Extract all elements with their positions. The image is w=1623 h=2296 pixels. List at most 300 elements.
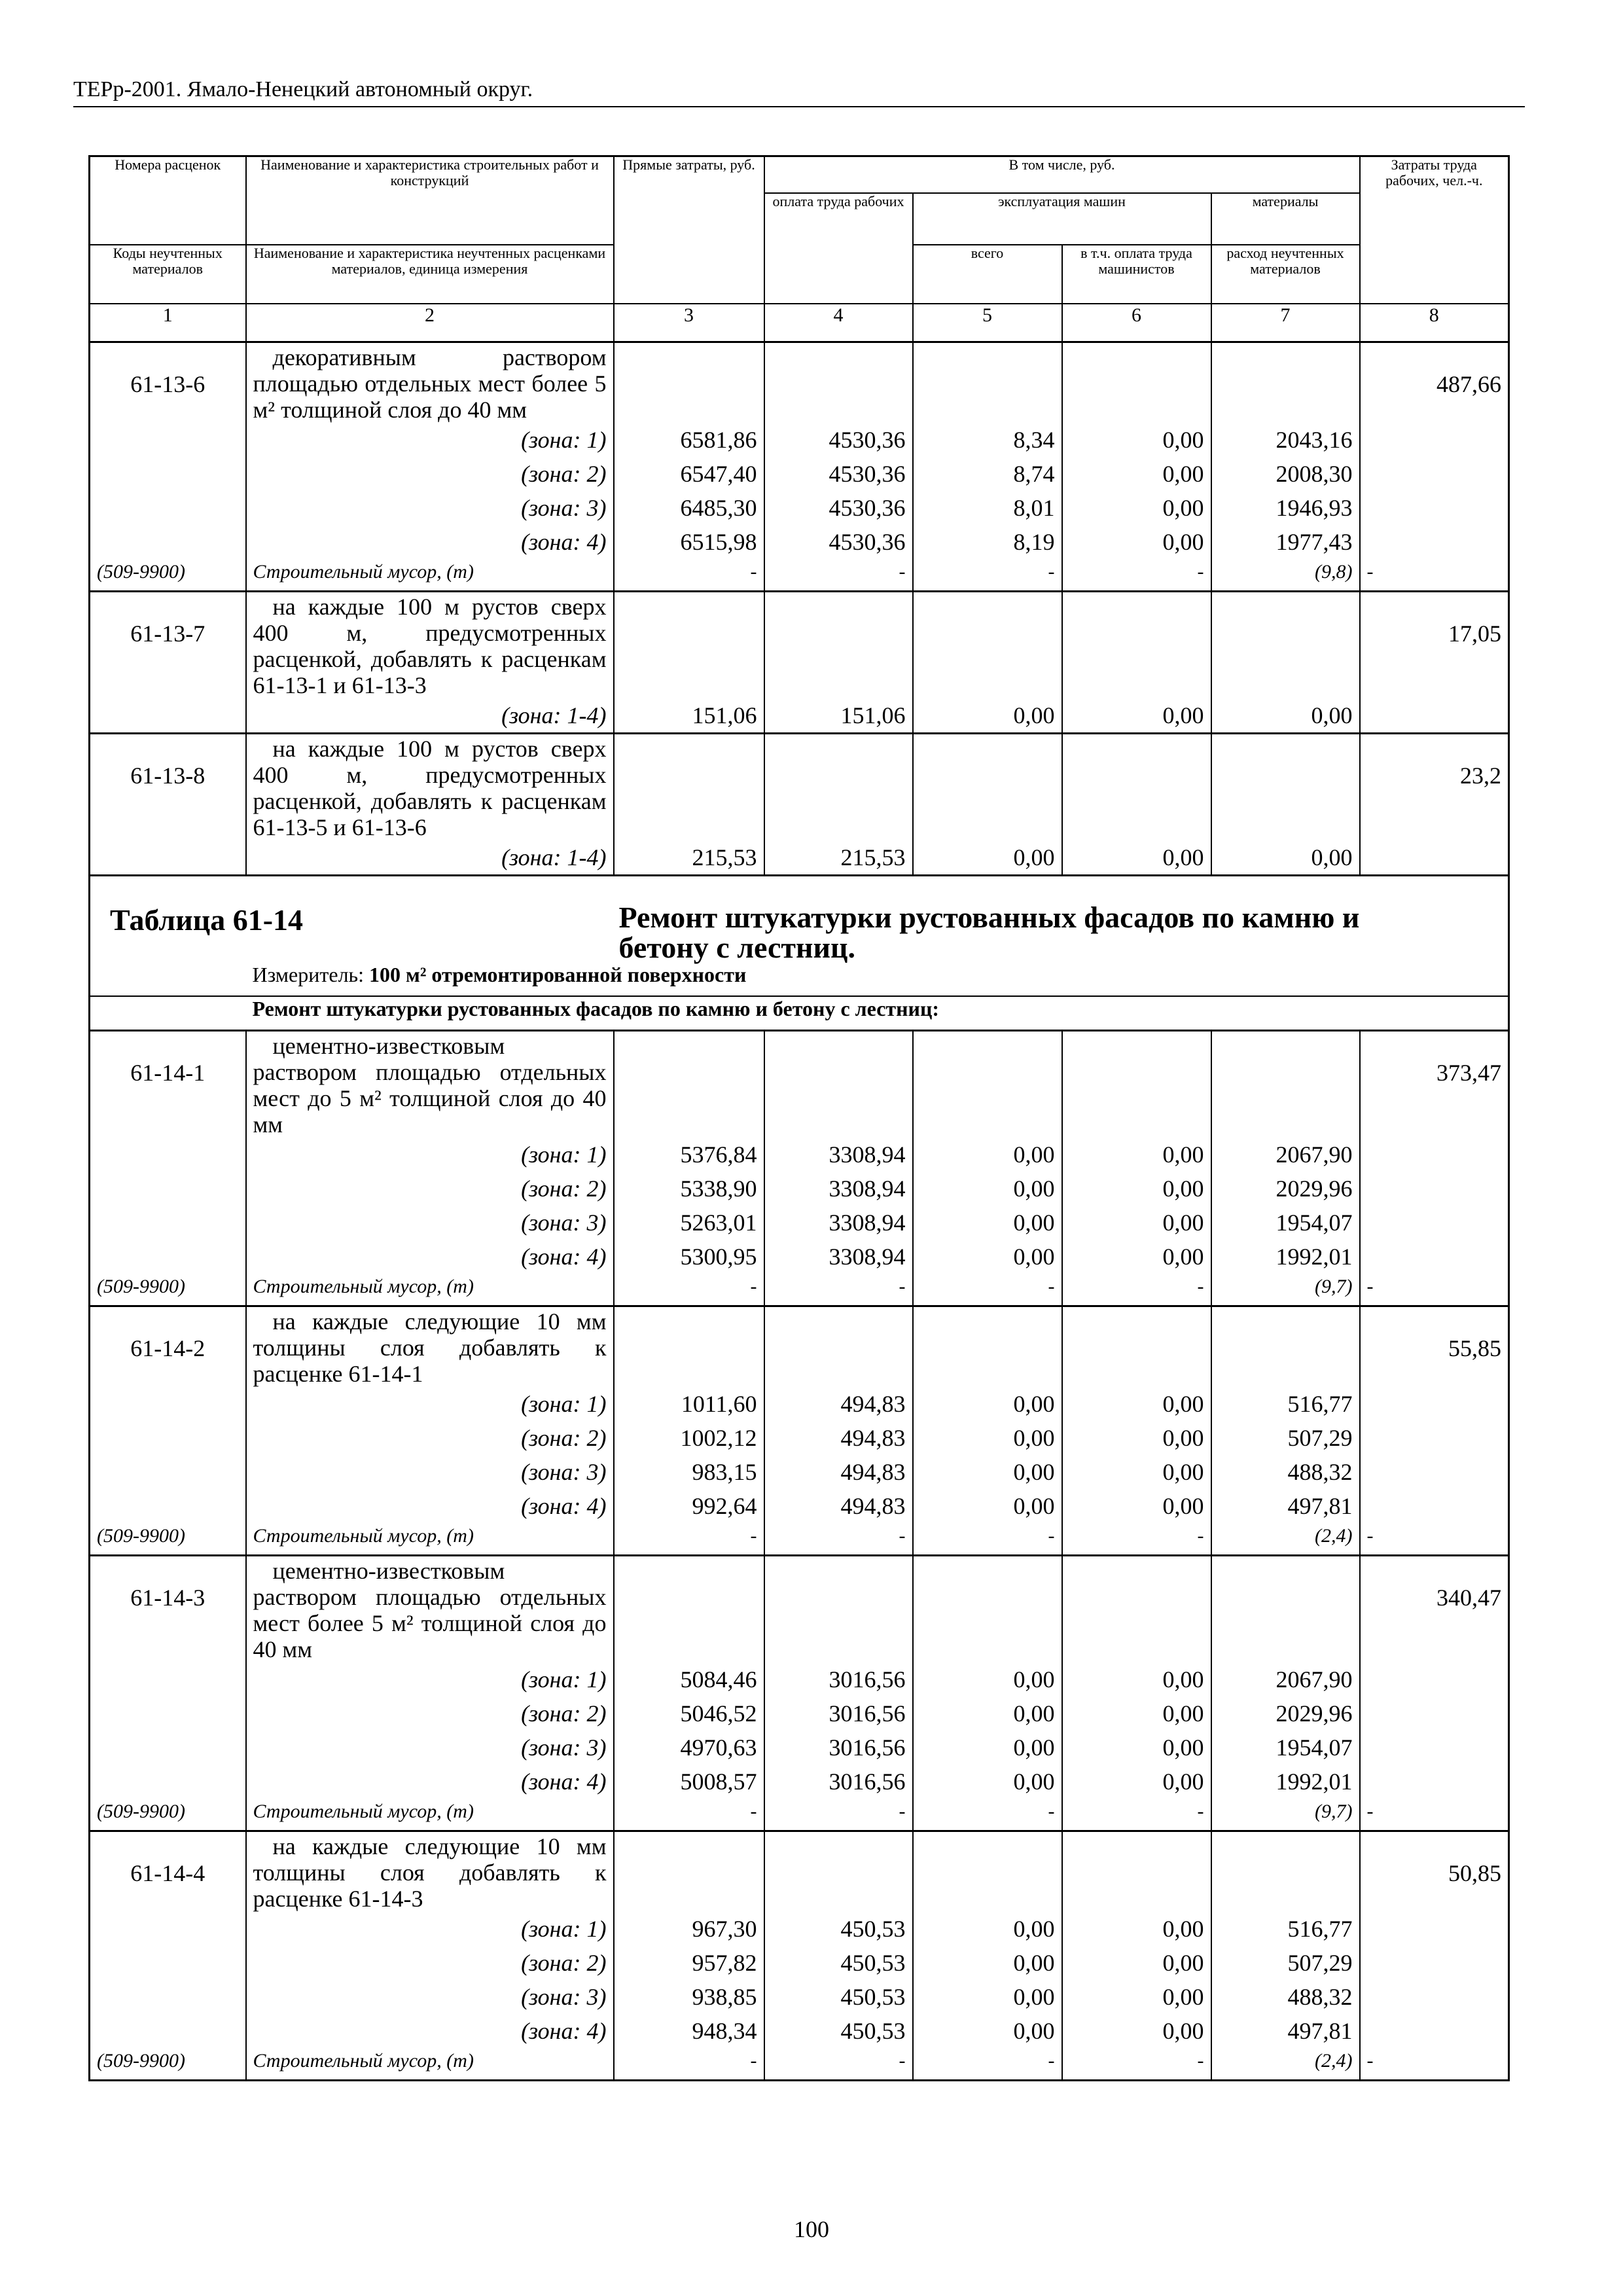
rate-description: цементно-известковым раствором площадью отдельных мест до 5 м² толщиной слоя до 40 мм (246, 1030, 614, 1138)
dash-cell: - (913, 559, 1062, 592)
zone-value: 0,00 (913, 1662, 1062, 1696)
header-machines: эксплуатация машин (913, 193, 1211, 245)
zone-value: 494,83 (764, 1421, 913, 1455)
empty-cell (1211, 1306, 1360, 1387)
zone-value: 0,00 (913, 698, 1062, 734)
header-col2-top: Наименование и характеристика строительных работ и конструкций (246, 156, 614, 245)
zone-row (90, 1172, 1509, 1206)
rate-row (90, 1030, 1509, 1138)
table-label: Таблица 61-14 (90, 875, 614, 963)
zone-value: 938,85 (614, 1980, 764, 2014)
header-col6: в т.ч. оплата труда машинистов (1062, 245, 1211, 304)
zone-value: 0,00 (1062, 1946, 1211, 1980)
zone-value: 151,06 (764, 698, 913, 734)
dash-cell: - (764, 1523, 913, 1556)
unaccounted-material-row (90, 1523, 1509, 1556)
zone-value: 494,83 (764, 1489, 913, 1523)
zone-row (90, 1206, 1509, 1240)
empty-cell (90, 1421, 246, 1455)
zone-value: 0,00 (913, 1455, 1062, 1489)
material-quantity: (9,7) (1211, 1274, 1360, 1306)
zone-value: 3016,56 (764, 1696, 913, 1731)
labor-cost: 17,05 (1360, 591, 1509, 733)
dash-cell: - (764, 559, 913, 592)
header-column-number: 7 (1211, 304, 1360, 342)
zone-value: 0,00 (913, 1489, 1062, 1523)
dash-cell: - (614, 2048, 764, 2081)
zone-value: 1954,07 (1211, 1731, 1360, 1765)
zone-value: 0,00 (913, 2014, 1062, 2048)
material-name: Строительный мусор, (т) (246, 1274, 614, 1306)
zone-value: 5300,95 (614, 1240, 764, 1274)
empty-cell (764, 342, 913, 423)
zone-label: (зона: 2) (246, 1946, 614, 1980)
rate-description: на каждые следующие 10 мм толщины слоя добавлять к расценке 61-14-3 (246, 1831, 614, 1912)
material-code: (509-9900) (90, 1799, 246, 1831)
zone-value: 5008,57 (614, 1765, 764, 1799)
material-quantity: (9,7) (1211, 1799, 1360, 1831)
zone-row (90, 1387, 1509, 1421)
header-col3: Прямые затраты, руб. (614, 156, 764, 304)
rate-code: 61-13-6 (90, 342, 246, 423)
empty-cell (90, 491, 246, 525)
zone-value: 1954,07 (1211, 1206, 1360, 1240)
zone-value: 2029,96 (1211, 1696, 1360, 1731)
dash-cell: - (1062, 1523, 1211, 1556)
dash-cell: - (1360, 559, 1509, 592)
measure-label: Измеритель: (252, 962, 365, 986)
zone-label: (зона: 2) (246, 457, 614, 491)
empty-cell (90, 1731, 246, 1765)
empty-cell (913, 342, 1062, 423)
empty-cell (1211, 1555, 1360, 1662)
dash-cell: - (1360, 2048, 1509, 2081)
zone-value: 0,00 (913, 1206, 1062, 1240)
empty-cell (90, 1455, 246, 1489)
header-rule (73, 106, 1525, 107)
labor-cost: 55,85 (1360, 1306, 1509, 1523)
zone-value: 0,00 (1211, 840, 1360, 876)
zone-row (90, 457, 1509, 491)
zone-value: 0,00 (913, 840, 1062, 876)
header-col1-bottom: Коды неучтенных материалов (90, 245, 246, 304)
zone-row (90, 2014, 1509, 2048)
zone-value: 0,00 (1062, 1240, 1211, 1274)
rate-code: 61-14-3 (90, 1555, 246, 1662)
zone-value: 957,82 (614, 1946, 764, 1980)
material-code: (509-9900) (90, 2048, 246, 2081)
empty-cell (1211, 1831, 1360, 1912)
rate-row (90, 1831, 1509, 1912)
zone-value: 0,00 (913, 1912, 1062, 1946)
empty-cell (90, 525, 246, 559)
zone-label: (зона: 2) (246, 1172, 614, 1206)
rate-description: декоративным раствором площадью отдельных мест более 5 м² толщиной слоя до 40 мм (246, 342, 614, 423)
material-name: Строительный мусор, (т) (246, 2048, 614, 2081)
empty-cell (90, 1696, 246, 1731)
zone-value: 983,15 (614, 1455, 764, 1489)
zone-value: 215,53 (764, 840, 913, 876)
dash-cell: - (614, 1799, 764, 1831)
zone-value: 494,83 (764, 1387, 913, 1421)
zone-value: 0,00 (913, 1138, 1062, 1172)
zone-value: 8,19 (913, 525, 1062, 559)
zone-value: 5084,46 (614, 1662, 764, 1696)
empty-cell (764, 1306, 913, 1387)
zone-value: 0,00 (1062, 1455, 1211, 1489)
rate-code: 61-14-2 (90, 1306, 246, 1387)
zone-value: 488,32 (1211, 1980, 1360, 2014)
zone-value: 0,00 (1062, 491, 1211, 525)
material-code: (509-9900) (90, 1523, 246, 1556)
header-col4: оплата труда рабочих (764, 193, 913, 304)
empty-cell (90, 1206, 246, 1240)
zone-value: 4530,36 (764, 423, 913, 457)
dash-cell: - (1062, 1799, 1211, 1831)
rate-code: 61-14-4 (90, 1831, 246, 1912)
header-included: В том числе, руб. (764, 156, 1360, 193)
empty-cell (764, 1030, 913, 1138)
dash-cell: - (1360, 1274, 1509, 1306)
zone-label: (зона: 1) (246, 423, 614, 457)
empty-cell (90, 1765, 246, 1799)
zone-value: 0,00 (1062, 1696, 1211, 1731)
zone-value: 450,53 (764, 2014, 913, 2048)
zone-value: 0,00 (1062, 1421, 1211, 1455)
empty-cell (764, 733, 913, 840)
zone-value: 507,29 (1211, 1946, 1360, 1980)
rate-description: на каждые 100 м рустов сверх 400 м, предусмотренных расценкой, добавлять к расценкам 61-13-1 и 61-13-3 (246, 591, 614, 698)
unaccounted-material-row (90, 2048, 1509, 2081)
empty-cell (1062, 1555, 1211, 1662)
zone-value: 8,34 (913, 423, 1062, 457)
zone-value: 3308,94 (764, 1138, 913, 1172)
zone-value: 0,00 (913, 1765, 1062, 1799)
dash-cell: - (1360, 1523, 1509, 1556)
unaccounted-material-row (90, 1274, 1509, 1306)
zone-value: 516,77 (1211, 1387, 1360, 1421)
header-column-number: 5 (913, 304, 1062, 342)
zone-value: 8,01 (913, 491, 1062, 525)
header-col5: всего (913, 245, 1062, 304)
zone-value: 6547,40 (614, 457, 764, 491)
zone-label: (зона: 1-4) (246, 698, 614, 734)
zone-value: 3308,94 (764, 1240, 913, 1274)
rate-description: цементно-известковым раствором площадью отдельных мест более 5 м² толщиной слоя до 40 мм (246, 1555, 614, 1662)
zone-label: (зона: 4) (246, 2014, 614, 2048)
zone-value: 3308,94 (764, 1206, 913, 1240)
zone-value: 1992,01 (1211, 1765, 1360, 1799)
zone-value: 0,00 (1062, 1912, 1211, 1946)
empty-cell (1062, 1306, 1211, 1387)
zone-label: (зона: 2) (246, 1421, 614, 1455)
empty-cell (614, 733, 764, 840)
zone-value: 2043,16 (1211, 423, 1360, 457)
zone-value: 450,53 (764, 1946, 913, 1980)
zone-value: 0,00 (913, 1172, 1062, 1206)
zone-value: 0,00 (1062, 1980, 1211, 2014)
rate-code: 61-13-7 (90, 591, 246, 698)
dash-cell: - (913, 1523, 1062, 1556)
empty-cell (1062, 1030, 1211, 1138)
zone-value: 0,00 (1062, 525, 1211, 559)
zone-value: 3016,56 (764, 1765, 913, 1799)
running-head: ТЕРр-2001. Ямало-Ненецкий автономный округ. (73, 77, 533, 101)
zone-value: 2067,90 (1211, 1662, 1360, 1696)
zone-row (90, 1731, 1509, 1765)
header-column-number: 2 (246, 304, 614, 342)
zone-value: 2008,30 (1211, 457, 1360, 491)
empty-cell (90, 1387, 246, 1421)
zone-value: 0,00 (1211, 698, 1360, 734)
header-column-number: 1 (90, 304, 246, 342)
empty-cell (913, 733, 1062, 840)
dash-cell: - (614, 1274, 764, 1306)
zone-value: 6581,86 (614, 423, 764, 457)
empty-cell (913, 1030, 1062, 1138)
zone-row (90, 1980, 1509, 2014)
zone-label: (зона: 4) (246, 1765, 614, 1799)
rate-description: на каждые следующие 10 мм толщины слоя добавлять к расценке 61-14-1 (246, 1306, 614, 1387)
zone-value: 0,00 (1062, 1206, 1211, 1240)
rate-code: 61-14-1 (90, 1030, 246, 1138)
zone-value: 0,00 (1062, 1731, 1211, 1765)
empty-cell (90, 1662, 246, 1696)
rate-code: 61-13-8 (90, 733, 246, 840)
rate-row (90, 733, 1509, 840)
dash-cell: - (913, 1274, 1062, 1306)
zone-value: 0,00 (913, 1946, 1062, 1980)
labor-cost: 340,47 (1360, 1555, 1509, 1799)
header-column-number: 4 (764, 304, 913, 342)
zone-label: (зона: 1) (246, 1138, 614, 1172)
zone-value: 0,00 (913, 1980, 1062, 2014)
empty-cell (913, 1555, 1062, 1662)
zone-value: 151,06 (614, 698, 764, 734)
zone-value: 0,00 (913, 1421, 1062, 1455)
zone-value: 494,83 (764, 1455, 913, 1489)
zone-label: (зона: 1) (246, 1912, 614, 1946)
zone-label: (зона: 1-4) (246, 840, 614, 876)
zone-value: 0,00 (913, 1731, 1062, 1765)
dash-cell: - (913, 2048, 1062, 2081)
zone-value: 0,00 (1062, 840, 1211, 876)
empty-cell (90, 2014, 246, 2048)
material-name: Строительный мусор, (т) (246, 559, 614, 592)
empty-cell (90, 1489, 246, 1523)
rate-row (90, 1555, 1509, 1662)
labor-cost: 50,85 (1360, 1831, 1509, 2048)
unaccounted-material-row (90, 559, 1509, 592)
zone-value: 4530,36 (764, 457, 913, 491)
empty-cell (913, 1306, 1062, 1387)
rate-row (90, 1306, 1509, 1387)
zone-value: 0,00 (1062, 1172, 1211, 1206)
empty-cell (764, 1831, 913, 1912)
rate-description: на каждые 100 м рустов сверх 400 м, предусмотренных расценкой, добавлять к расценкам 61-13-5 и 61-13-6 (246, 733, 614, 840)
unaccounted-material-row (90, 1799, 1509, 1831)
zone-row (90, 525, 1509, 559)
empty-cell (913, 591, 1062, 698)
empty-cell (614, 1306, 764, 1387)
zone-value: 0,00 (1062, 2014, 1211, 2048)
empty-cell (90, 698, 246, 734)
zone-value: 4970,63 (614, 1731, 764, 1765)
zone-value: 1992,01 (1211, 1240, 1360, 1274)
empty-cell (764, 591, 913, 698)
zone-label: (зона: 3) (246, 491, 614, 525)
empty-cell (90, 457, 246, 491)
zone-value: 3016,56 (764, 1731, 913, 1765)
zone-row (90, 1696, 1509, 1731)
zone-row (90, 491, 1509, 525)
zone-value: 8,74 (913, 457, 1062, 491)
material-name: Строительный мусор, (т) (246, 1799, 614, 1831)
header-col2-bottom: Наименование и характеристика неучтенных расценками материалов, единица измерения (246, 245, 614, 304)
rates-table (88, 155, 1510, 2081)
table-title: Ремонт штукатурки рустованных фасадов по камню и бетону с лестниц. (614, 875, 1509, 963)
empty-cell (1211, 342, 1360, 423)
empty-cell (614, 1831, 764, 1912)
dash-cell: - (1360, 1799, 1509, 1831)
empty-cell (90, 1138, 246, 1172)
header-column-number: 8 (1360, 304, 1509, 342)
material-quantity: (2,4) (1211, 1523, 1360, 1556)
material-code: (509-9900) (90, 1274, 246, 1306)
zone-value: 0,00 (1062, 1662, 1211, 1696)
zone-value: 0,00 (1062, 698, 1211, 734)
material-code: (509-9900) (90, 559, 246, 592)
measure-value: 100 м² отремонтированной поверхности (369, 962, 747, 986)
empty-cell (90, 1172, 246, 1206)
zone-value: 0,00 (1062, 1489, 1211, 1523)
zone-value: 1977,43 (1211, 525, 1360, 559)
zone-value: 1946,93 (1211, 491, 1360, 525)
dash-cell: - (764, 1799, 913, 1831)
zone-value: 507,29 (1211, 1421, 1360, 1455)
empty-cell (614, 342, 764, 423)
zone-value: 4530,36 (764, 491, 913, 525)
dash-cell: - (1062, 559, 1211, 592)
zone-label: (зона: 3) (246, 1980, 614, 2014)
section-subheading: Ремонт штукатурки рустованных фасадов по камню и бетону с лестниц: (246, 996, 1509, 1031)
empty-cell (1211, 591, 1360, 698)
empty-cell (90, 840, 246, 876)
empty-cell (1062, 1831, 1211, 1912)
empty-cell (614, 1030, 764, 1138)
dash-cell: - (1062, 2048, 1211, 2081)
zone-value: 0,00 (1062, 1138, 1211, 1172)
zone-label: (зона: 4) (246, 1489, 614, 1523)
dash-cell: - (614, 1523, 764, 1556)
zone-value: 0,00 (913, 1696, 1062, 1731)
header-materials: материалы (1211, 193, 1360, 245)
zone-row (90, 1138, 1509, 1172)
zone-value: 0,00 (1062, 1387, 1211, 1421)
material-name: Строительный мусор, (т) (246, 1523, 614, 1556)
zone-value: 6515,98 (614, 525, 764, 559)
header-col8: Затраты труда рабочих, чел.-ч. (1360, 156, 1509, 304)
zone-row (90, 1662, 1509, 1696)
dash-cell: - (1062, 1274, 1211, 1306)
zone-row (90, 423, 1509, 457)
empty-cell (90, 1946, 246, 1980)
zone-row (90, 1455, 1509, 1489)
dash-cell: - (913, 1799, 1062, 1831)
zone-value: 967,30 (614, 1912, 764, 1946)
zone-value: 3016,56 (764, 1662, 913, 1696)
zone-value: 450,53 (764, 1980, 913, 2014)
empty-cell (1211, 733, 1360, 840)
zone-value: 497,81 (1211, 2014, 1360, 2048)
zone-value: 516,77 (1211, 1912, 1360, 1946)
header-col7: расход неучтенных материалов (1211, 245, 1360, 304)
zone-value: 0,00 (1062, 1765, 1211, 1799)
zone-label: (зона: 3) (246, 1731, 614, 1765)
zone-row (90, 1489, 1509, 1523)
zone-value: 0,00 (913, 1387, 1062, 1421)
labor-cost: 23,2 (1360, 733, 1509, 875)
empty-cell (1062, 591, 1211, 698)
zone-value: 0,00 (1062, 423, 1211, 457)
zone-label: (зона: 1) (246, 1387, 614, 1421)
zone-value: 0,00 (913, 1240, 1062, 1274)
rate-row (90, 591, 1509, 698)
empty-cell (90, 1980, 246, 2014)
zone-label: (зона: 1) (246, 1662, 614, 1696)
empty-cell (90, 423, 246, 457)
zone-value: 1011,60 (614, 1387, 764, 1421)
zone-row (90, 1912, 1509, 1946)
dash-cell: - (614, 559, 764, 592)
zone-value: 6485,30 (614, 491, 764, 525)
dash-cell: - (764, 2048, 913, 2081)
material-quantity: (9,8) (1211, 559, 1360, 592)
zone-value: 5263,01 (614, 1206, 764, 1240)
zone-row (90, 1421, 1509, 1455)
zone-value: 5338,90 (614, 1172, 764, 1206)
zone-label: (зона: 3) (246, 1206, 614, 1240)
header-column-number: 3 (614, 304, 764, 342)
empty-cell (614, 1555, 764, 1662)
empty-cell (1211, 1030, 1360, 1138)
zone-label: (зона: 4) (246, 525, 614, 559)
labor-cost: 487,66 (1360, 342, 1509, 559)
zone-value: 450,53 (764, 1912, 913, 1946)
zone-value: 3308,94 (764, 1172, 913, 1206)
zone-value: 488,32 (1211, 1455, 1360, 1489)
zone-value: 215,53 (614, 840, 764, 876)
zone-value: 0,00 (1062, 457, 1211, 491)
zone-value: 5376,84 (614, 1138, 764, 1172)
zone-value: 2029,96 (1211, 1172, 1360, 1206)
zone-row (90, 840, 1509, 876)
zone-row (90, 1240, 1509, 1274)
empty-cell (913, 1831, 1062, 1912)
dash-cell: - (764, 1274, 913, 1306)
zone-value: 497,81 (1211, 1489, 1360, 1523)
empty-cell (1062, 733, 1211, 840)
zone-label: (зона: 2) (246, 1696, 614, 1731)
empty-cell (764, 1555, 913, 1662)
page-number: 100 (794, 2216, 829, 2242)
zone-row (90, 1765, 1509, 1799)
zone-row (90, 698, 1509, 734)
empty-cell (1062, 342, 1211, 423)
zone-value: 4530,36 (764, 525, 913, 559)
zone-value: 1002,12 (614, 1421, 764, 1455)
labor-cost: 373,47 (1360, 1030, 1509, 1274)
